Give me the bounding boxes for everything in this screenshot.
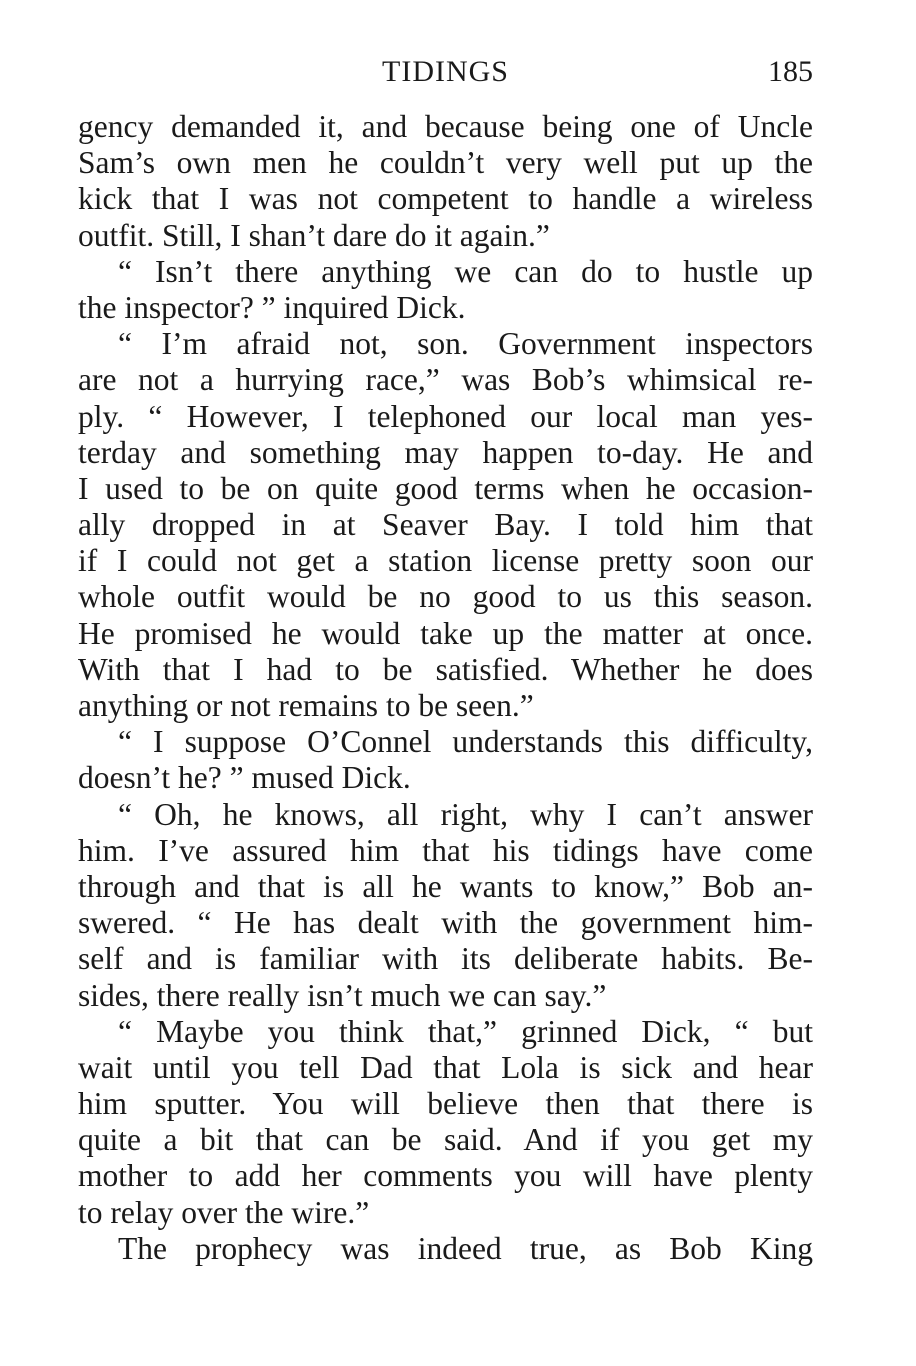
text-line: through and that is all he wants to know,” Bob an- [78,868,813,904]
text-line: if I could not get a station license pretty soon our [78,543,813,579]
text-line: to relay over the wire.” [78,1194,370,1230]
text-line: I used to be on quite good terms when he occasion- [78,470,813,506]
text-line: outfit. Still, I shan’t dare do it again.” [78,217,550,253]
text-line: anything or not remains to be seen.” [78,688,534,723]
text-line: ally dropped in at Seaver Bay. I told him that [78,507,813,543]
text-line: “ I suppose O’Connel understands this difficulty, [118,724,813,760]
text-line: whole outfit would be no good to us this season. [78,579,813,615]
text-line: “ Maybe you think that,” grinned Dick, “ but [118,1013,813,1049]
text-line: terday and something may happen to-day. He and [78,434,813,470]
text-line: gency demanded it, and because being one of Uncle [78,109,813,144]
text-line: kick that I was not competent to handle a wireless [78,181,813,217]
text-line: mother to add her comments you will have plenty [78,1158,813,1194]
page-number: 185 [768,55,813,88]
text-line: Sam’s own men he couldn’t very well put up the [78,145,813,181]
text-line: quite a bit that can be said. And if you get my [78,1122,813,1158]
page-header [78,52,813,92]
text-line: wait until you tell Dad that Lola is sick and hear [78,1049,813,1085]
body-text [78,109,813,1267]
text-line: self and is familiar with its deliberate habits. Be- [78,941,813,977]
text-line: swered. “ He has dealt with the government him- [78,905,813,941]
text-line: are not a hurrying race,” was Bob’s whimsical re- [78,362,813,398]
text-line: He promised he would take up the matter at once. [78,615,813,651]
text-line: ply. “ However, I telephoned our local man yes- [78,398,813,434]
text-line: him sputter. You will believe then that there is [78,1086,813,1122]
text-line: With that I had to be satisfied. Whether he does [78,651,813,687]
text-line: The prophecy was indeed true, as Bob King [118,1230,813,1266]
text-line: sides, there really isn’t much we can say.” [78,977,607,1013]
text-line: “ I’m afraid not, son. Government inspectors [118,326,813,362]
text-line: him. I’ve assured him that his tidings have come [78,832,813,868]
running-head: TIDINGS [382,55,509,88]
text-line: “ Isn’t there anything we can do to hustle up [118,253,813,289]
text-line: the inspector? ” inquired Dick. [78,289,466,325]
text-line: “ Oh, he knows, all right, why I can’t answer [118,796,813,832]
text-line: doesn’t he? ” mused Dick. [78,760,411,796]
